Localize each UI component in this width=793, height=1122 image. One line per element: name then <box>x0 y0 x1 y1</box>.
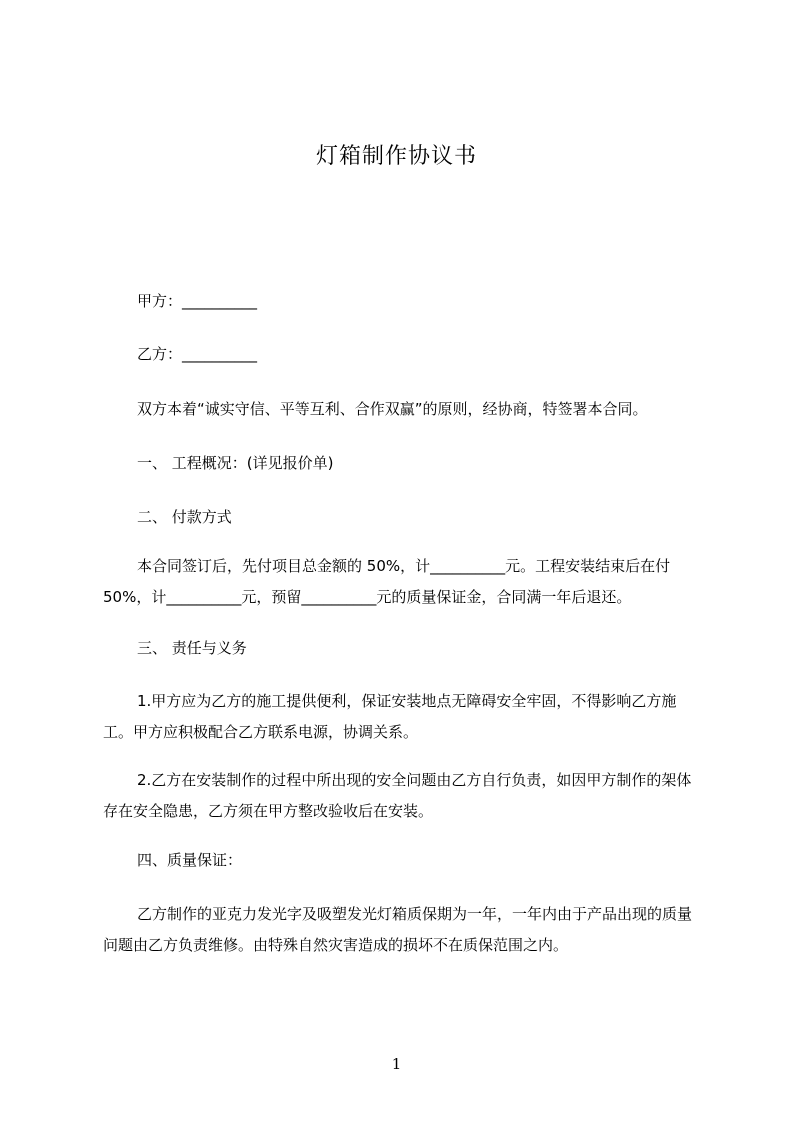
payment-paragraph: 本合同签订后，先付项目总金额的 50%，计__________元。工程安装结束后在付 50%，计__________元，预留__________元的质量保证金，合同满一年后退还。 <box>103 557 671 606</box>
document-title: 灯箱制作协议书 <box>315 144 477 169</box>
preamble-text: 双方本着“诚实守信、平等互利、合作双赢”的原则，经协商，特签署本合同。 <box>137 400 648 418</box>
section-heading-payment: 二、 付款方式 <box>137 508 232 526</box>
party-b-field: 乙方：__________ <box>137 345 258 363</box>
section-heading-quality: 四、质量保证： <box>137 851 243 869</box>
page-number: 1 <box>391 1055 402 1073</box>
section-heading-responsibilities: 三、 责任与义务 <box>137 639 247 657</box>
responsibility-paragraph-2: 2.乙方在安装制作的过程中所出现的安全问题由乙方自行负责，如因甲方制作的架体存在安全隐患，乙方须在甲方整改验收后在安装。 <box>103 771 692 820</box>
quality-paragraph: 乙方制作的亚克力发光字及吸塑发光灯箱质保期为一年，一年内由于产品出现的质量问题由乙方负责维修。由特殊自然灾害造成的损坏不在质保范围之内。 <box>103 905 693 954</box>
responsibility-paragraph-1: 1.甲方应为乙方的施工提供便利，保证安装地点无障碍安全牢固，不得影响乙方施工。甲方应积极配合乙方联系电源，协调关系。 <box>103 692 677 741</box>
party-a-field: 甲方：__________ <box>137 292 258 310</box>
section-heading-overview: 一、 工程概况：(详见报价单) <box>137 454 334 472</box>
